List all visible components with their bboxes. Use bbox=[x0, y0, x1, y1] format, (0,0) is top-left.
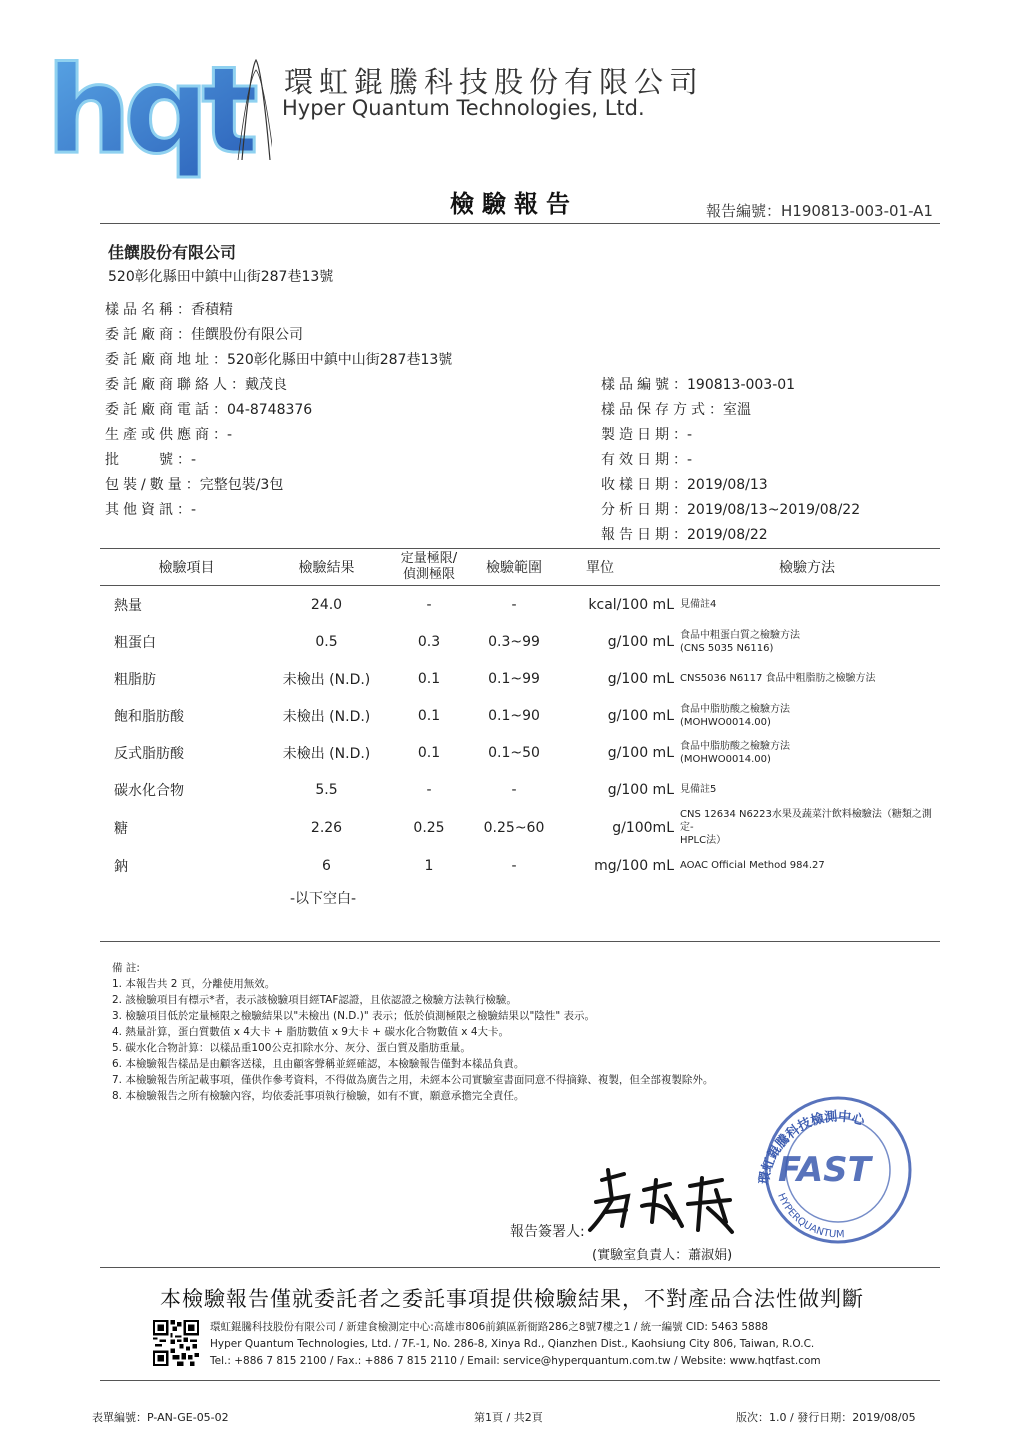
seal-logo: FAST bbox=[778, 1150, 871, 1190]
info-row bbox=[105, 448, 452, 473]
cell-loq: 0.25 bbox=[413, 819, 445, 836]
cell-range: 0.25~60 bbox=[483, 819, 545, 836]
table-row bbox=[100, 734, 940, 771]
cell-result: 2.26 bbox=[310, 819, 343, 836]
cell-item: 糖 bbox=[114, 820, 128, 837]
info-row bbox=[601, 523, 860, 548]
results-table bbox=[100, 549, 940, 884]
remark-item: 2. 該檢驗項目有標示*者，表示該檢驗項目經TAF認證，且依認證之檢驗方法執行檢驗。 bbox=[112, 994, 517, 1006]
header-method: 檢驗方法 bbox=[674, 549, 940, 586]
qr-code-icon bbox=[153, 1320, 199, 1366]
cell-item: 飽和脂肪酸 bbox=[114, 708, 184, 725]
cell-range: - bbox=[511, 596, 517, 613]
cell-result: 5.5 bbox=[315, 781, 338, 798]
cell-item: 粗脂肪 bbox=[114, 671, 156, 688]
method-line1: 食品中脂肪酸之檢驗方法 bbox=[680, 703, 790, 715]
cell-result: 未檢出 (N.D.) bbox=[282, 745, 371, 762]
info-value: ：佳饌股份有限公司 bbox=[177, 327, 303, 343]
method-line1: CNS 12634 N6223水果及蔬菜汁飲料檢驗法（糖類之測定- bbox=[680, 809, 932, 833]
contact-address-cn: 環虹錕騰科技股份有限公司 / 新建食檢測定中心:高雄市806前鎮區新衙路286之8號7樓之1 / 統一編號 CID: 5463 5888 bbox=[210, 1321, 769, 1333]
company-logo bbox=[42, 40, 272, 180]
version-date: 版次：1.0 / 發行日期：2019/08/05 bbox=[736, 1411, 916, 1424]
cell-unit: g/100 mL bbox=[607, 744, 674, 761]
method-line2: (CNS 5035 N6116) bbox=[680, 642, 774, 654]
cell-item: 反式脂肪酸 bbox=[114, 745, 184, 762]
info-value: ：- bbox=[177, 452, 197, 468]
cell-result: 24.0 bbox=[310, 596, 343, 613]
info-row bbox=[601, 423, 860, 448]
info-value: ：香積精 bbox=[177, 302, 233, 318]
cell-unit: g/100 mL bbox=[607, 670, 674, 687]
header-divider bbox=[100, 223, 940, 224]
method-line1: 食品中脂肪酸之檢驗方法 bbox=[680, 740, 790, 752]
info-label: 樣品編號 bbox=[601, 377, 673, 393]
company-contact-block bbox=[210, 1319, 821, 1370]
cell-unit: g/100 mL bbox=[607, 633, 674, 650]
cell-method bbox=[674, 808, 940, 847]
info-label: 包裝/數量 bbox=[105, 477, 186, 493]
info-row bbox=[601, 373, 860, 398]
page-indicator: 第1頁 / 共2頁 bbox=[474, 1411, 543, 1424]
end-of-results-mark: -以下空白- bbox=[290, 891, 357, 907]
remark-item: 6. 本檢驗報告樣品是由顧客送樣，且由顧客聲稱並經確認，本檢驗報告僅對本樣品負責。 bbox=[112, 1058, 525, 1070]
info-label: 有效日期 bbox=[601, 452, 673, 468]
info-row bbox=[601, 498, 860, 523]
method-line2: (MOHWO0014.00) bbox=[680, 716, 771, 728]
cell-method bbox=[674, 734, 940, 771]
remark-item: 4. 熱量計算，蛋白質數值 x 4大卡 + 脂肪數值 x 9大卡 + 碳水化合物數值 x 4大卡。 bbox=[112, 1026, 510, 1038]
svg-text:hqt: hqt bbox=[46, 42, 251, 180]
cell-range: 0.1~90 bbox=[488, 707, 540, 724]
header-result: 檢驗結果 bbox=[259, 549, 394, 586]
remarks-title: 備 註: bbox=[112, 962, 140, 974]
method-line1: AOAC Official Method 984.27 bbox=[680, 860, 825, 871]
cell-method bbox=[674, 623, 940, 660]
info-value: ：2019/08/22 bbox=[673, 527, 768, 543]
table-row bbox=[100, 697, 940, 734]
remark-item: 1. 本報告共 2 頁，分離使用無效。 bbox=[112, 978, 276, 990]
table-row bbox=[100, 771, 940, 808]
cell-unit: mg/100 mL bbox=[594, 857, 674, 874]
contact-phone-email: Tel.: +886 7 815 2100 / Fax.: +886 7 815 2110 / Email: service@hyperquantum.com.tw / Website: www.hqtfast.com bbox=[210, 1355, 821, 1367]
info-row bbox=[105, 498, 452, 523]
info-row bbox=[105, 323, 452, 348]
cell-item: 粗蛋白 bbox=[114, 634, 156, 651]
table-row bbox=[100, 586, 940, 624]
info-value: ：戴茂良 bbox=[231, 377, 287, 393]
cell-result: 0.5 bbox=[315, 633, 338, 650]
table-row bbox=[100, 808, 940, 847]
cell-unit: g/100 mL bbox=[607, 707, 674, 724]
table-bottom-rule bbox=[100, 941, 940, 942]
table-header-row bbox=[100, 549, 940, 586]
cell-loq: - bbox=[426, 596, 432, 613]
cell-range: 0.1~99 bbox=[488, 670, 540, 687]
header-loq bbox=[394, 549, 464, 586]
method-line2: (MOHWO0014.00) bbox=[680, 753, 771, 765]
info-value: ：190813-003-01 bbox=[673, 377, 796, 393]
info-label: 委託廠商電話 bbox=[105, 402, 213, 418]
info-value: ：04-8748376 bbox=[213, 402, 313, 418]
cell-loq: 0.3 bbox=[417, 633, 441, 650]
info-value: ：- bbox=[213, 427, 233, 443]
info-value: ：- bbox=[177, 502, 197, 518]
method-line1: 見備註5 bbox=[680, 784, 717, 795]
info-label: 批 號 bbox=[105, 452, 177, 468]
cell-range: - bbox=[511, 781, 517, 798]
header-loq-line1: 定量極限/ bbox=[400, 551, 458, 566]
cell-range: 0.1~50 bbox=[488, 744, 540, 761]
info-row bbox=[105, 423, 452, 448]
remark-item: 5. 碳水化合物計算：以樣品重100公克扣除水分、灰分、蛋白質及脂肪重量。 bbox=[112, 1042, 471, 1054]
info-label: 樣品保存方式 bbox=[601, 402, 709, 418]
info-row bbox=[105, 398, 452, 423]
cell-method bbox=[674, 847, 940, 884]
header-range: 檢驗範圍 bbox=[464, 549, 564, 586]
cell-item: 碳水化合物 bbox=[114, 782, 184, 799]
company-name-cn: 環虹錕騰科技股份有限公司 bbox=[284, 65, 705, 99]
lab-responsible-person: (實驗室負責人：蕭淑娟) bbox=[592, 1248, 733, 1263]
legal-disclaimer: 本檢驗報告僅就委託者之委託事項提供檢驗結果，不對產品合法性做判斷 bbox=[160, 1287, 864, 1311]
info-row bbox=[105, 298, 452, 323]
cell-method bbox=[674, 586, 940, 624]
seal-ring-text: 環虹錕騰科技檢測中心 bbox=[756, 1109, 867, 1186]
cell-range: 0.3~99 bbox=[488, 633, 540, 650]
info-label: 分析日期 bbox=[601, 502, 673, 518]
form-number: 表單編號：P-AN-GE-05-02 bbox=[92, 1411, 229, 1424]
method-line1: 食品中粗蛋白質之檢驗方法 bbox=[680, 629, 800, 641]
signer-label: 報告簽署人: bbox=[510, 1224, 585, 1240]
remark-item: 3. 檢驗項目低於定量極限之檢驗結果以"未檢出 (N.D.)" 表示；低於偵測極限之檢驗結果以"陰性" 表示。 bbox=[112, 1010, 595, 1022]
cell-method bbox=[674, 771, 940, 808]
method-line2: HPLC法） bbox=[680, 835, 727, 846]
info-value: ：520彰化縣田中鎮中山街287巷13號 bbox=[213, 352, 453, 368]
info-label: 其他資訊 bbox=[105, 502, 177, 518]
table-row bbox=[100, 847, 940, 884]
info-row bbox=[601, 473, 860, 498]
info-row bbox=[601, 448, 860, 473]
info-label: 生產或供應商 bbox=[105, 427, 213, 443]
cell-loq: 1 bbox=[424, 857, 434, 874]
cell-unit: kcal/100 mL bbox=[588, 596, 674, 613]
report-title: 檢驗報告 bbox=[450, 190, 578, 218]
handwritten-signature bbox=[582, 1160, 752, 1240]
cell-loq: 0.1 bbox=[417, 744, 441, 761]
info-row bbox=[601, 398, 860, 423]
info-label: 委託廠商 bbox=[105, 327, 177, 343]
header-unit: 單位 bbox=[564, 549, 674, 586]
info-label: 收樣日期 bbox=[601, 477, 673, 493]
info-label: 委託廠商聯絡人 bbox=[105, 377, 231, 393]
method-line1: CNS5036 N6117 食品中粗脂肪之檢驗方法 bbox=[680, 673, 876, 684]
info-row bbox=[105, 348, 452, 373]
remark-item: 8. 本檢驗報告之所有檢驗內容，均依委託事項執行檢驗，如有不實，願意承擔完全責任。 bbox=[112, 1090, 525, 1102]
footer-divider bbox=[100, 1267, 940, 1268]
contact-address-en: Hyper Quantum Technologies, Ltd. / 7F.-1, No. 286-8, Xinya Rd., Qianzhen Dist., Kaohsiung City 806, Taiwan, R.O.C. bbox=[210, 1338, 815, 1350]
cell-method bbox=[674, 660, 940, 697]
header-loq-line2: 偵測極限 bbox=[402, 567, 455, 582]
cell-loq: - bbox=[426, 781, 432, 798]
cell-unit: g/100 mL bbox=[607, 781, 674, 798]
method-line1: 見備註4 bbox=[680, 599, 717, 610]
info-label: 製造日期 bbox=[601, 427, 673, 443]
footer-bottom-rule bbox=[100, 1380, 940, 1381]
info-value: ：2019/08/13~2019/08/22 bbox=[673, 502, 861, 518]
sample-info-left bbox=[105, 298, 452, 523]
info-value: ：完整包裝/3包 bbox=[185, 477, 284, 493]
sample-info-right bbox=[601, 373, 860, 548]
client-name: 佳饌股份有限公司 bbox=[108, 243, 237, 262]
info-value: ：室溫 bbox=[709, 402, 751, 418]
cell-unit: g/100mL bbox=[612, 819, 674, 836]
cell-item: 熱量 bbox=[114, 597, 142, 614]
cell-result: 未檢出 (N.D.) bbox=[282, 671, 371, 688]
cell-range: - bbox=[511, 857, 517, 874]
seal-bottom-text: HYPERQUANTUM bbox=[775, 1191, 845, 1241]
table-row bbox=[100, 660, 940, 697]
info-label: 委託廠商地址 bbox=[105, 352, 213, 368]
cell-item: 鈉 bbox=[114, 858, 128, 875]
lab-seal-stamp bbox=[748, 1085, 918, 1245]
table-row bbox=[100, 623, 940, 660]
report-number: 報告編號：H190813-003-01-A1 bbox=[706, 202, 933, 220]
company-name-en: Hyper Quantum Technologies, Ltd. bbox=[282, 96, 645, 120]
cell-loq: 0.1 bbox=[417, 707, 441, 724]
info-value: ：2019/08/13 bbox=[673, 477, 768, 493]
cell-method bbox=[674, 697, 940, 734]
cell-result: 未檢出 (N.D.) bbox=[282, 708, 371, 725]
info-label: 報告日期 bbox=[601, 527, 673, 543]
info-row bbox=[105, 473, 452, 498]
info-value: ：- bbox=[673, 427, 693, 443]
cell-loq: 0.1 bbox=[417, 670, 441, 687]
cell-result: 6 bbox=[322, 857, 331, 874]
remark-item: 7. 本檢驗報告所記載事項，僅供作參考資料，不得做為廣告之用，未經本公司實驗室書面同意不得摘錄、複製，但全部複製除外。 bbox=[112, 1074, 714, 1086]
header-item: 檢驗項目 bbox=[100, 549, 259, 586]
remarks bbox=[112, 960, 713, 1104]
info-label: 樣品名稱 bbox=[105, 302, 177, 318]
client-address: 520彰化縣田中鎮中山街287巷13號 bbox=[108, 269, 334, 285]
info-row bbox=[105, 373, 452, 398]
info-value: ：- bbox=[673, 452, 693, 468]
